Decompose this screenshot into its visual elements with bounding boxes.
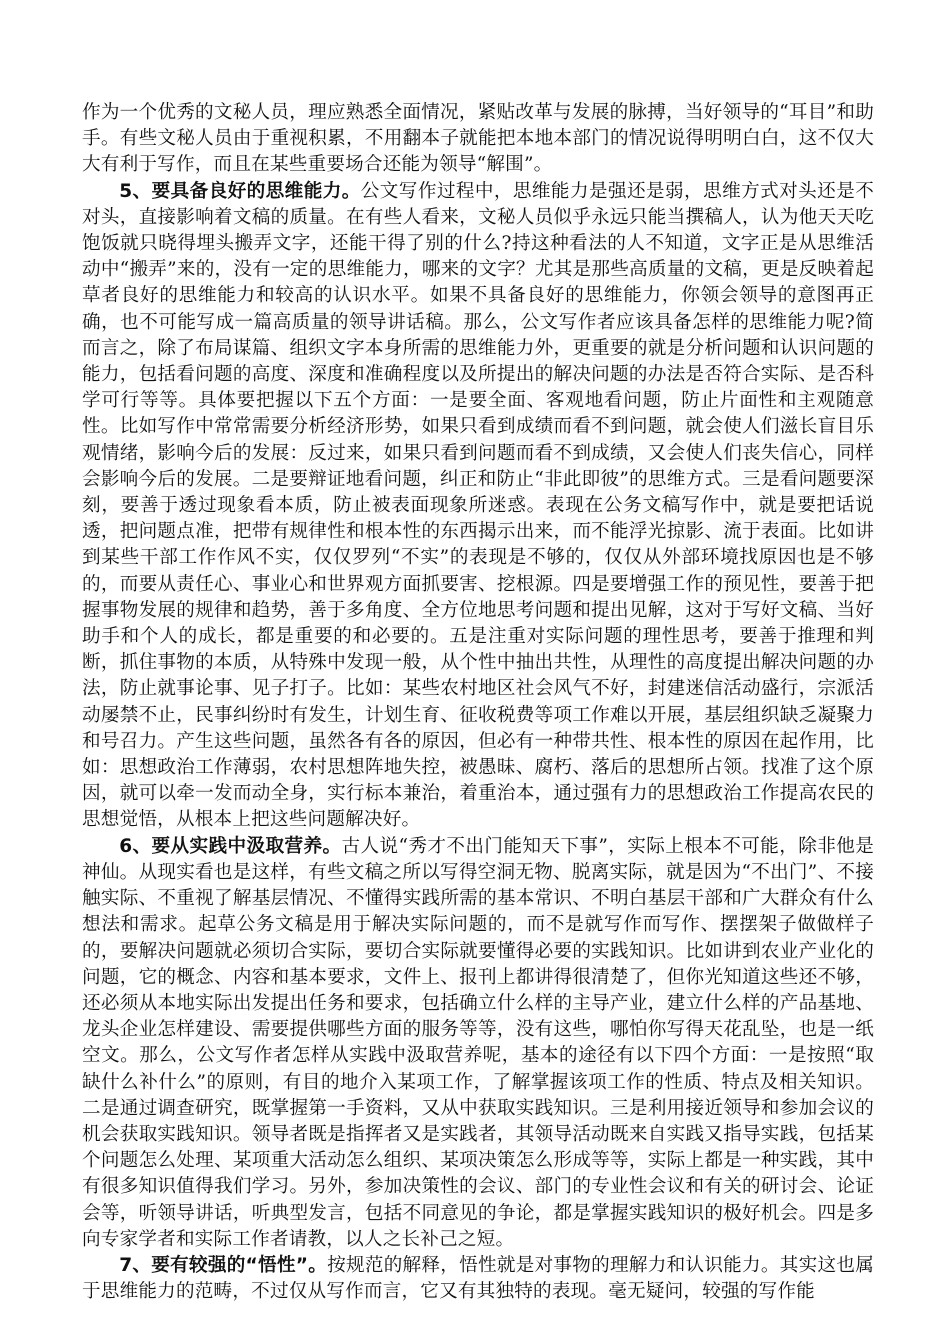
paragraph-section-6 [82,834,874,1253]
paragraph-section-5 [82,179,874,834]
section-6-body: 古人说“秀才不出门能知天下事”，实际上根本不可能，除非他是神仙。从现实看也是这样，有些文稿之所以写得空洞无物、脱离实际，就是因为“不出门”、不接触实际、不重视了解基层情况、不懂得实践所需的基本常识、不明白基层干部和广大群众有什么想法和需求。起草公务文稿是用于解决实际问题的，而不是就写作而写作、摆摆架子做做样子的，要解决问题就必须切合实际，要切合实际就要懂得必要的实践知识。比如讲到农业产业化的问题，它的概念、内容和基本要求，文件上、报刊上都讲得很清楚了，但你光知道这些还不够，还必须从本地实际出发提出任务和要求，包括确立什么样的主导产业，建立什么样的产品基地、龙头企业怎样建设、需要提供哪些方面的服务等等，没有这些，哪怕你写得天花乱坠，也是一纸空文。那么，公文写作者怎样从实践中汲取营养呢，基本的途径有以下四个方面：一是按照“取缺什么补什么”的原则，有目的地介入某项工作，了解掌握该项工作的性质、特点及相关知识。二是通过调查研究，既掌握第一手资料，又从中获取实践知识。三是利用接近领导和参加会议的机会获取实践知识。领导者既是指挥者又是实践者，其领导活动既来自实践又指导实践，包括某个问题怎么处理、某项重大活动怎么组织、某项决策怎么形成等等，实际上都是一种实践，其中有很多知识值得我们学习。另外，参加决策性的会议、部门的专业性会议和有关的研讨会、论证会等，听领导讲话，听典型发言，包括不同意见的争论，都是掌握实践知识的极好机会。四是多向专家学者和实际工作者请教，以人之长补己之短。 [82,835,875,1250]
paragraph-section-7 [82,1253,874,1305]
document-page [82,100,874,1305]
section-5-heading: 5、要具备良好的思维能力。 [119,180,361,202]
paragraph-intro-text: 作为一个优秀的文秘人员，理应熟悉全面情况，紧贴改革与发展的脉搏，当好领导的“耳目”和助手。有些文秘人员由于重视积累，不用翻本子就能把本地本部门的情况说得明明白白，这不仅大大有利于写作，而且在某些重要场合还能为领导“解围”。 [82,102,874,176]
section-7-heading: 7、要有较强的“悟性”。 [119,1254,328,1276]
paragraph-intro [82,100,874,179]
section-5-body: 公文写作过程中，思维能力是强还是弱，思维方式对头还是不对头，直接影响着文稿的质量。在有些人看来，文秘人员似乎永远只能当撰稿人，认为他天天吃饱饭就只晓得埋头搬弄文字，还能干得了别的什么?持这种看法的人不知道，文字正是从思维活动中“搬弄”来的，没有一定的思维能力，哪来的文字？尤其是那些高质量的文稿，更是反映着起草者良好的思维能力和较高的认识水平。如果不具备良好的思维能力，你领会领导的意图再正确，也不可能写成一篇高质量的领导讲话稿。那么，公文写作者应该具备怎样的思维能力呢?简而言之，除了布局谋篇、组织文字本身所需的思维能力外，更重要的就是分析问题和认识问题的能力，包括看问题的高度、深度和准确程度以及所提出的解决问题的办法是否符合实际、是否科学可行等等。具体要把握以下五个方面：一是要全面、客观地看问题，防止片面性和主观随意性。比如写作中常常需要分析经济形势，如果只看到成绩而看不到问题，就会使人们滋长盲目乐观情绪，影响今后的发展：反过来，如果只看到问题而看不到成绩，又会使人们丧失信心，同样会影响今后的发展。二是要辩证地看问题，纠正和防止“非此即彼”的思维方式。三是看问题要深刻，要善于透过现象看本质，防止被表面现象所迷惑。表现在公务文稿写作中，就是要把话说透，把问题点准，把带有规律性和根本性的东西揭示出来，而不能浮光掠影、流于表面。比如讲到某些干部工作作风不实，仅仅罗列“不实”的表现是不够的，仅仅从外部环境找原因也是不够的，而要从责任心、事业心和世界观方面抓要害、挖根源。四是要增强工作的预见性，要善于把握事物发展的规律和趋势，善于多角度、全方位地思考问题和提出见解，这对于写好文稿、当好助手和个人的成长，都是重要的和必要的。五是注重对实际问题的理性思考，要善于推理和判断，抓住事物的本质，从特殊中发现一般，从个性中抽出共性，从理性的高度提出解决问题的办法，防止就事论事、见子打子。比如：某些农村地区社会风气不好，封建迷信活动盛行，宗派活动屡禁不止，民事纠纷时有发生，计划生育、征收税费等项工作难以开展，基层组织缺乏凝聚力和号召力。产生这些问题，虽然各有各的原因，但必有一种带共性、根本性的原因在起作用，比如：思想政治工作薄弱，农村思想阵地失控，被愚昧、腐朽、落后的思想所占领。找准了这个原因，就可以牵一发而动全身，实行标本兼治，着重治本，通过强有力的思想政治工作提高农民的思想觉悟，从根本上把这些问题解决好。 [82,180,875,831]
section-7-body: 按规范的解释，悟性就是对事物的理解力和认识能力。其实这也属于思维能力的范畴，不过仅从写作而言，它又有其独特的表现。毫无疑问，较强的写作能 [82,1254,874,1303]
section-6-heading: 6、要从实践中汲取营养。 [119,835,342,857]
